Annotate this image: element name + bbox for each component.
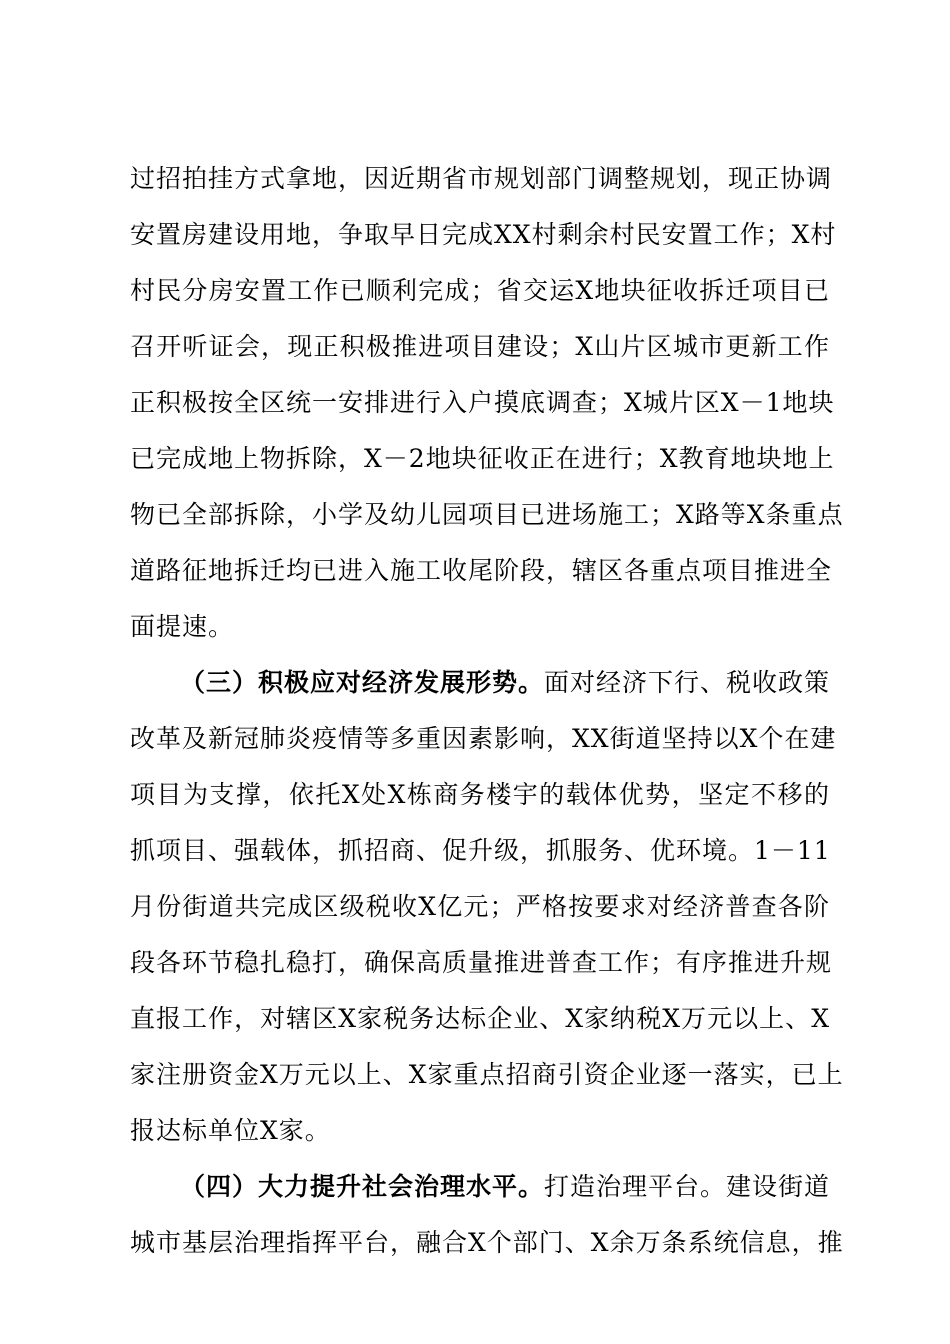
text-line: 召开听证会，现正积极推进项目建设；X山片区城市更新工作 — [130, 332, 830, 361]
paragraph-first-line — [180, 1162, 830, 1212]
text-line: 报达标单位X家。 — [130, 1116, 331, 1145]
text-line: 安置房建设用地，争取早日完成XX村剩余村民安置工作；X村 — [130, 220, 837, 249]
text-line: 已完成地上物拆除，X－2地块征收正在进行；X教育地块地上 — [130, 444, 835, 473]
text-line: 过招拍挂方式拿地，因近期省市规划部门调整规划，现正协调 — [130, 164, 833, 193]
text-line: 正积极按全区统一安排进行入户摸底调查；X城片区X－1地块 — [130, 388, 835, 417]
text-line: 物已全部拆除，小学及幼儿园项目已进场施工；X路等X条重点 — [130, 500, 844, 529]
text-run: 面对经济下行、税收政策 — [544, 668, 831, 697]
text-line: 面提速。 — [130, 612, 235, 641]
section-heading: （三）积极应对经济发展形势。 — [180, 668, 545, 697]
text-line: 段各环节稳扎稳打，确保高质量推进普查工作；有序推进升规 — [130, 948, 833, 977]
text-line: 城市基层治理指挥平台，融合X个部门、X余万条系统信息，推 — [130, 1228, 844, 1257]
paragraph-first-line — [180, 658, 830, 708]
text-line: 抓项目、强载体，抓招商、促升级，抓服务、优环境。1－11 — [130, 836, 831, 865]
text-line: 改革及新冠肺炎疫情等多重因素影响，XX街道坚持以X个在建 — [130, 724, 837, 753]
text-line: 家注册资金X万元以上、X家重点招商引资企业逐一落实，已上 — [130, 1060, 844, 1089]
text-line: 直报工作，对辖区X家税务达标企业、X家纳税X万元以上、X — [130, 1004, 830, 1033]
text-line: 村民分房安置工作已顺利完成；省交运X地块征收拆迁项目已 — [130, 276, 830, 305]
section-heading: （四）大力提升社会治理水平。 — [180, 1172, 545, 1201]
text-line: 月份街道共完成区级税收X亿元；严格按要求对经济普查各阶 — [130, 892, 830, 921]
text-run: 打造治理平台。建设街道 — [544, 1172, 831, 1201]
text-line: 道路征地拆迁均已进入施工收尾阶段，辖区各重点项目推进全 — [130, 556, 833, 585]
text-line: 项目为支撑，依托X处X栋商务楼宇的载体优势，坚定不移的 — [130, 780, 830, 809]
